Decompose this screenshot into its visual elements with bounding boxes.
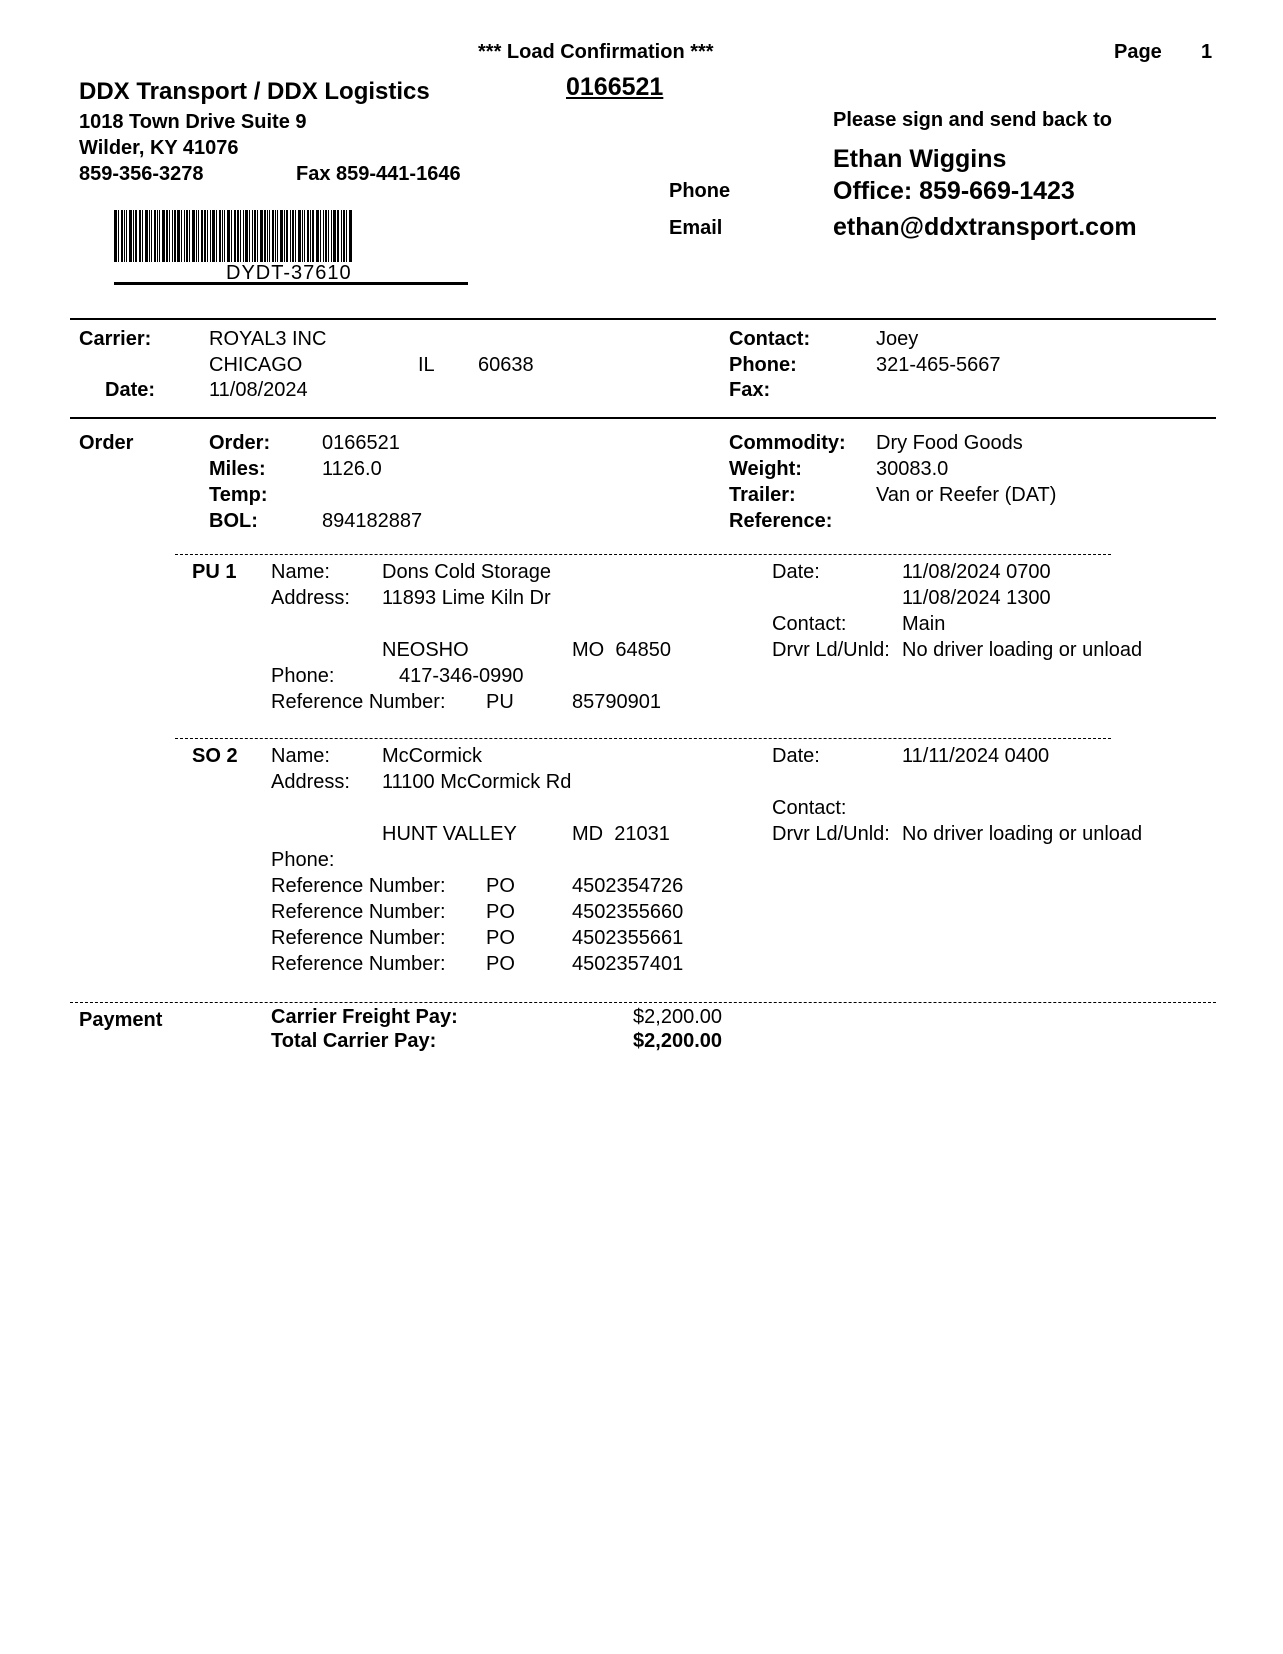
trailer-label: Trailer: xyxy=(729,484,796,506)
trailer-value: Van or Reefer (DAT) xyxy=(876,484,1057,506)
barcode-text: DYDT-37610 xyxy=(226,262,352,284)
divider-payment xyxy=(70,1002,1216,1003)
company-phone: 859-356-3278 xyxy=(79,163,204,185)
so2-address-label: Address: xyxy=(271,771,350,793)
company-address-line2: Wilder, KY 41076 xyxy=(79,137,239,159)
carrier-name: ROYAL3 INC xyxy=(209,328,327,350)
document-title: *** Load Confirmation *** xyxy=(478,41,714,63)
total-pay-label: Total Carrier Pay: xyxy=(271,1030,437,1052)
carrier-contact-label: Contact: xyxy=(729,328,811,350)
miles-value: 1126.0 xyxy=(322,458,382,480)
pu1-phone: 417-346-0990 xyxy=(399,665,524,687)
pu1-ref-number: 85790901 xyxy=(572,691,661,713)
weight-value: 30083.0 xyxy=(876,458,949,480)
pu1-contact: Main xyxy=(902,613,946,635)
carrier-phone: 321-465-5667 xyxy=(876,354,1001,376)
pu1-name-label: Name: xyxy=(271,561,330,583)
bol-value: 894182887 xyxy=(322,510,423,532)
so2-phone-label: Phone: xyxy=(271,849,335,871)
reference-label: Reference: xyxy=(729,510,833,532)
total-pay-amount: $2,200.00 xyxy=(633,1030,722,1052)
so2-date-label: Date: xyxy=(772,745,820,767)
pu1-state-zip: MO 64850 xyxy=(572,639,671,661)
so2-ref-type: PO xyxy=(486,875,515,897)
so2-drvr-label: Drvr Ld/Unld: xyxy=(772,823,890,845)
order-label: Order: xyxy=(209,432,271,454)
carrier-city: CHICAGO xyxy=(209,354,303,376)
temp-label: Temp: xyxy=(209,484,268,506)
so2-state-zip: MD 21031 xyxy=(572,823,670,845)
commodity-label: Commodity: xyxy=(729,432,846,454)
so2-ref-label: Reference Number: xyxy=(271,875,446,897)
page-label: Page xyxy=(1114,41,1162,63)
carrier-contact: Joey xyxy=(876,328,919,350)
so2-address: 11100 McCormick Rd xyxy=(382,771,572,793)
so2-ref-number: 4502355660 xyxy=(572,901,684,923)
order-section-label: Order xyxy=(79,432,134,454)
pu1-drvr: No driver loading or unload xyxy=(902,639,1143,661)
order-number-heading: 0166521 xyxy=(566,73,664,101)
carrier-date-label: Date: xyxy=(105,379,156,401)
pu1-phone-label: Phone: xyxy=(271,665,335,687)
order-value: 0166521 xyxy=(322,432,400,454)
pu1-address: 11893 Lime Kiln Dr xyxy=(382,587,551,609)
carrier-phone-label: Phone: xyxy=(729,354,797,376)
carrier-date: 11/08/2024 xyxy=(209,379,308,401)
carrier-label: Carrier: xyxy=(79,328,152,350)
divider-so2 xyxy=(175,738,1111,739)
send-back-prompt: Please sign and send back to xyxy=(833,109,1112,131)
so2-name-label: Name: xyxy=(271,745,330,767)
freight-pay-label: Carrier Freight Pay: xyxy=(271,1006,458,1028)
so2-ref-type: PO xyxy=(486,953,515,975)
so2-ref-label: Reference Number: xyxy=(271,927,446,949)
so2-drvr: No driver loading or unload xyxy=(902,823,1143,845)
commodity-value: Dry Food Goods xyxy=(876,432,1023,454)
bol-label: BOL: xyxy=(209,510,258,532)
divider-pu1 xyxy=(175,554,1111,555)
divider-carrier-top xyxy=(70,318,1216,320)
send-back-email-label: Email xyxy=(669,217,723,239)
company-name: DDX Transport / DDX Logistics xyxy=(79,78,430,105)
pu1-drvr-label: Drvr Ld/Unld: xyxy=(772,639,890,661)
divider-order-top xyxy=(70,417,1216,419)
so2-name: McCormick xyxy=(382,745,482,767)
pu1-contact-label: Contact: xyxy=(772,613,847,635)
so2-contact-label: Contact: xyxy=(772,797,847,819)
carrier-zip: 60638 xyxy=(478,354,534,376)
pu1-address-label: Address: xyxy=(271,587,350,609)
pu1-tag: PU 1 xyxy=(192,561,237,583)
so2-ref-type: PO xyxy=(486,927,515,949)
weight-label: Weight: xyxy=(729,458,802,480)
pu1-ref-type: PU xyxy=(486,691,514,713)
pu1-city: NEOSHO xyxy=(382,639,469,661)
send-back-name: Ethan Wiggins xyxy=(833,145,1007,173)
send-back-phone: Office: 859-669-1423 xyxy=(833,177,1075,205)
freight-pay-amount: $2,200.00 xyxy=(633,1006,722,1028)
pu1-reference-label: Reference Number: xyxy=(271,691,446,713)
send-back-email: ethan@ddxtransport.com xyxy=(833,213,1137,241)
pu1-date2: 11/08/2024 1300 xyxy=(902,587,1051,609)
so2-date: 11/11/2024 0400 xyxy=(902,745,1050,767)
company-address-line1: 1018 Town Drive Suite 9 xyxy=(79,111,307,133)
barcode xyxy=(114,210,466,262)
so2-ref-number: 4502357401 xyxy=(572,953,684,975)
so2-ref-type: PO xyxy=(486,901,515,923)
carrier-state: IL xyxy=(418,354,435,376)
so2-ref-number: 4502355661 xyxy=(572,927,684,949)
pu1-name: Dons Cold Storage xyxy=(382,561,551,583)
pu1-date-label: Date: xyxy=(772,561,820,583)
so2-tag: SO 2 xyxy=(192,745,238,767)
page-number: 1 xyxy=(1201,41,1213,63)
company-fax: Fax 859-441-1646 xyxy=(296,163,461,185)
so2-ref-label: Reference Number: xyxy=(271,953,446,975)
barcode-underline xyxy=(114,282,468,285)
so2-city: HUNT VALLEY xyxy=(382,823,517,845)
send-back-phone-label: Phone xyxy=(669,180,731,202)
pu1-date1: 11/08/2024 0700 xyxy=(902,561,1051,583)
payment-section-label: Payment xyxy=(79,1009,163,1031)
so2-ref-number: 4502354726 xyxy=(572,875,684,897)
carrier-fax-label: Fax: xyxy=(729,379,771,401)
miles-label: Miles: xyxy=(209,458,266,480)
so2-ref-label: Reference Number: xyxy=(271,901,446,923)
